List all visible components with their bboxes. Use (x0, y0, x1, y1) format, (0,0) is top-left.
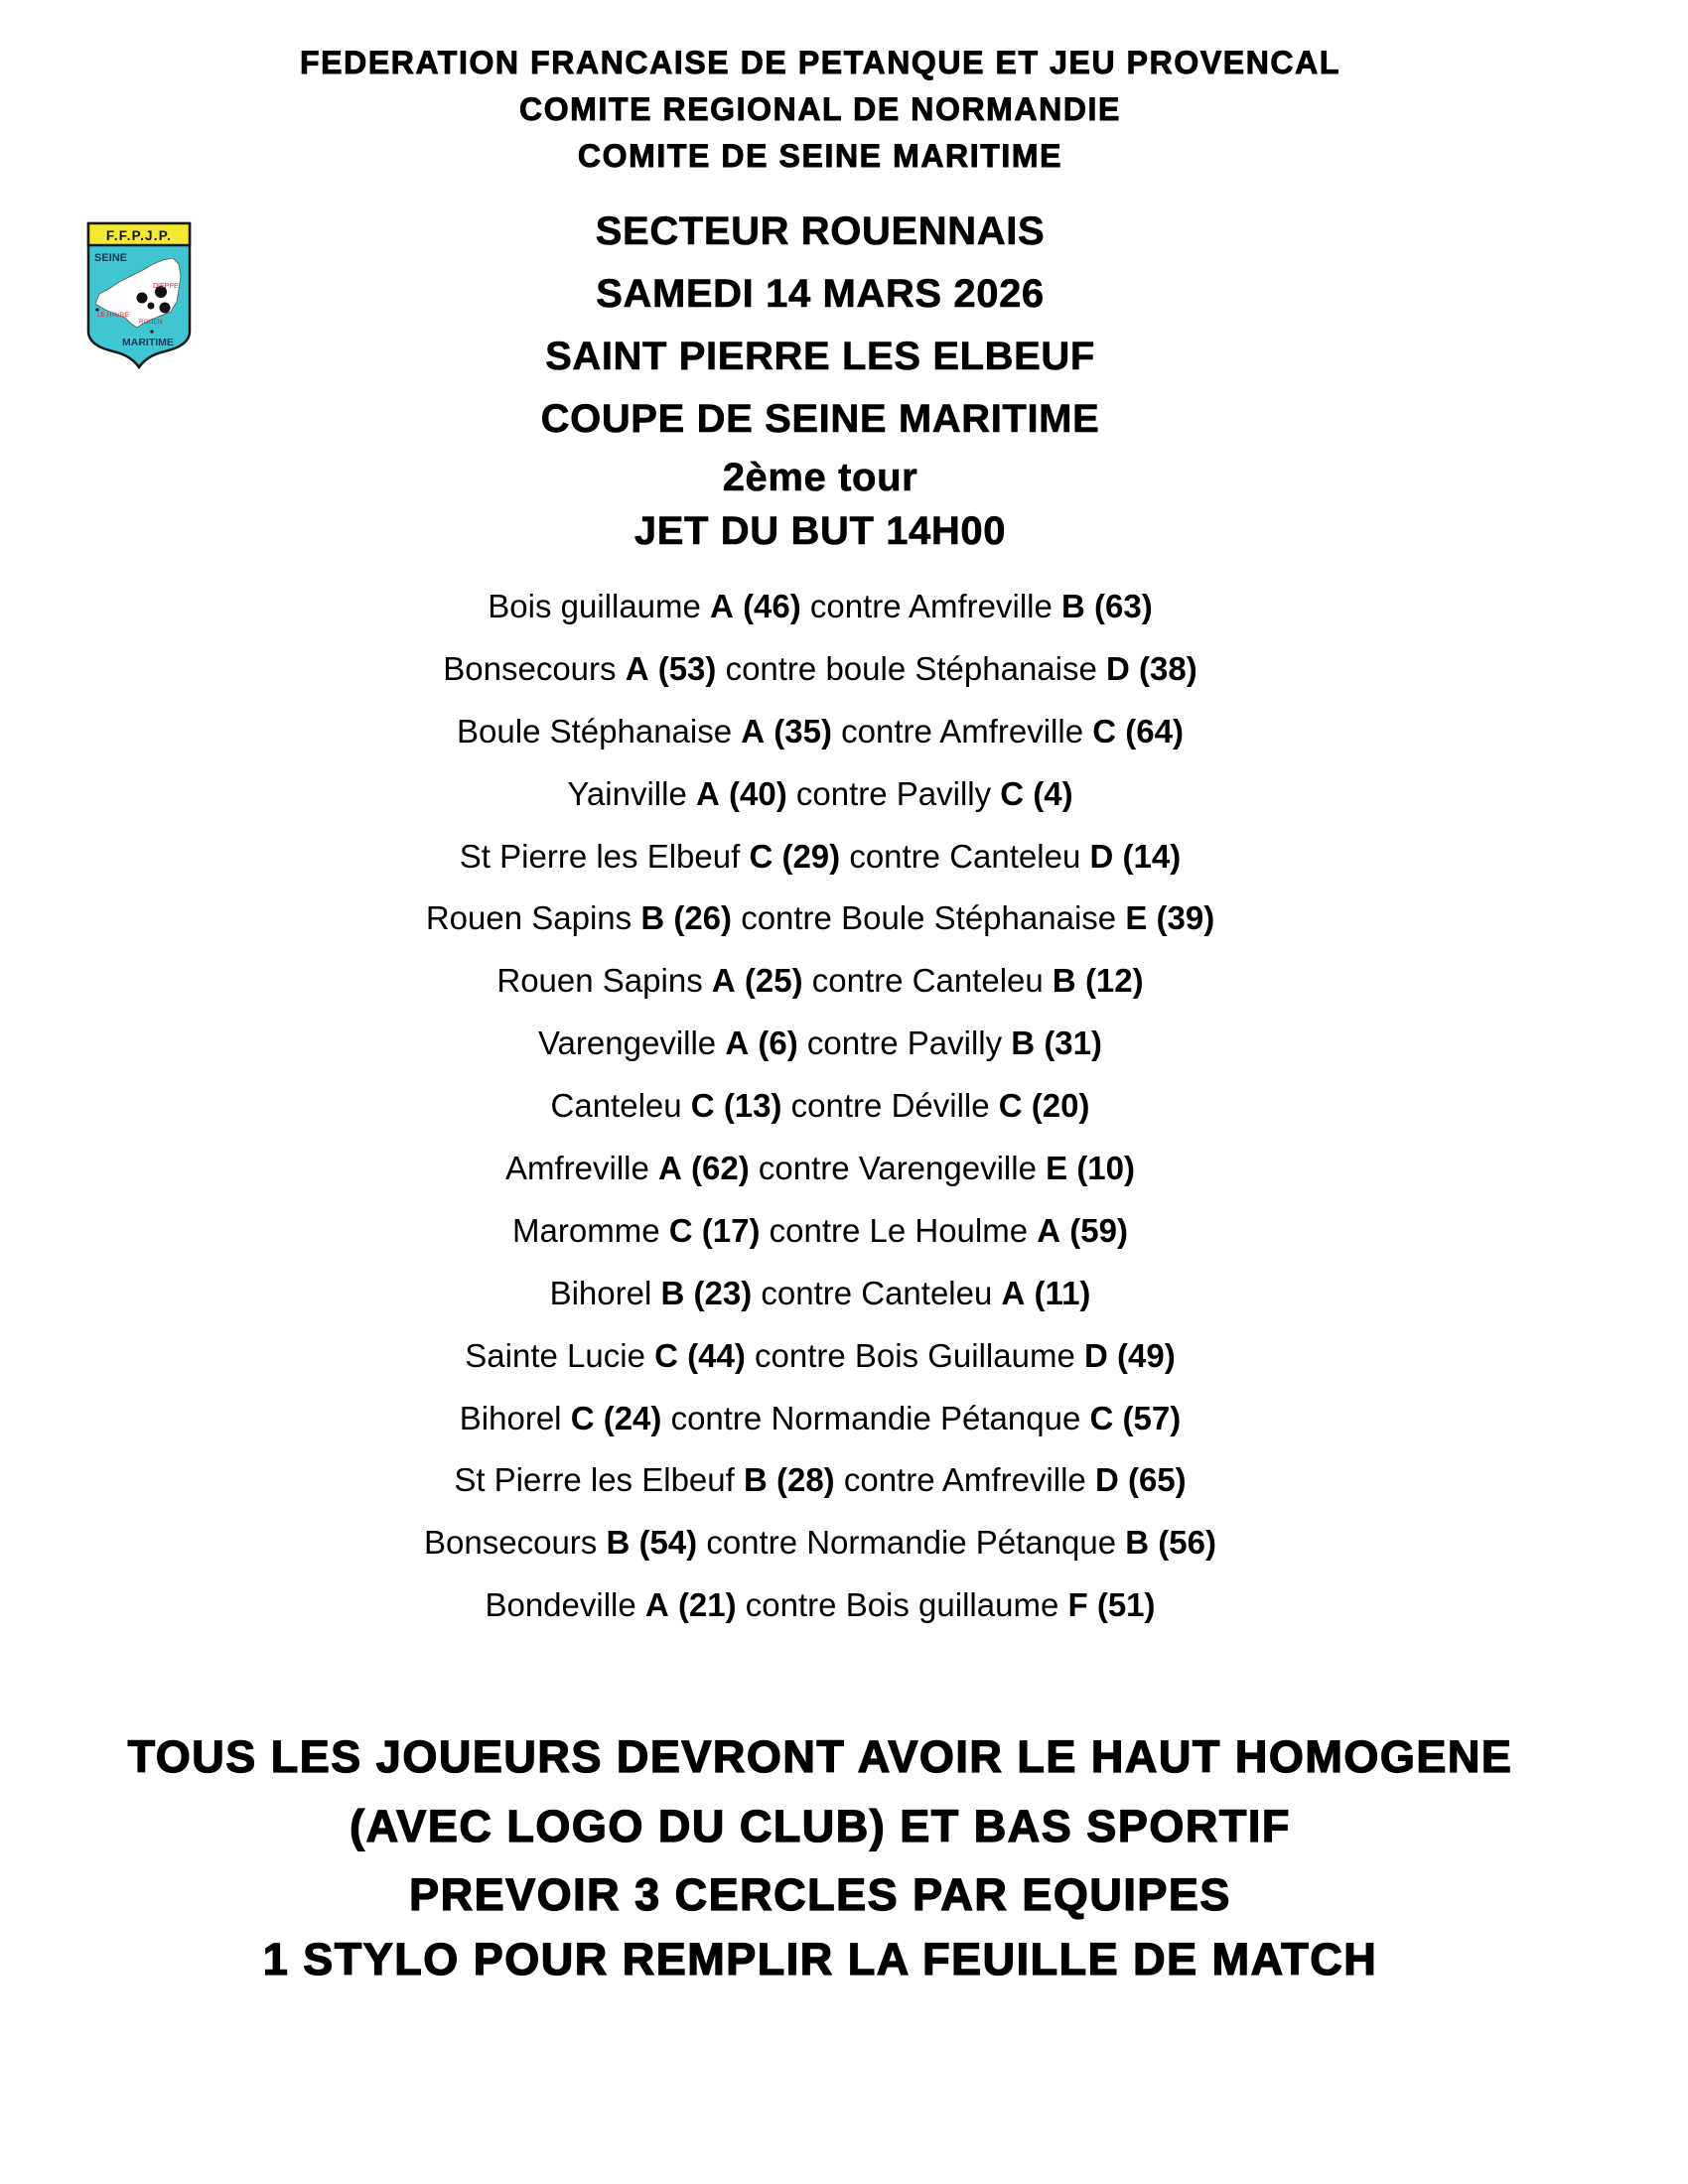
home-club: Boule Stéphanaise (457, 712, 733, 750)
away-team-letter: A (1001, 1274, 1026, 1311)
home-team-seed: (29) (781, 837, 841, 875)
match-row (0, 1388, 1640, 1450)
home-team-letter: C (749, 837, 774, 875)
logo-city-rouen: ROUEN (139, 319, 163, 326)
home-club: Bonsecours (443, 649, 617, 687)
organization-header (0, 40, 1640, 180)
versus-label: contre (761, 1274, 853, 1311)
away-team-seed: (10) (1076, 1150, 1135, 1187)
home-team-seed: (13) (723, 1087, 782, 1125)
away-team-seed: (14) (1122, 837, 1182, 875)
away-club: boule Stéphanaise (825, 649, 1097, 687)
home-club: Sainte Lucie (465, 1336, 645, 1374)
versus-label: contre (741, 899, 832, 937)
away-team-letter: D (1094, 1461, 1119, 1499)
away-team-letter: B (1125, 1524, 1150, 1562)
versus-label: contre (745, 1586, 837, 1624)
away-team-seed: (63) (1094, 588, 1153, 624)
home-team-seed: (53) (657, 649, 717, 687)
notice-circles: PREVOIR 3 CERCLES PAR EQUIPES (409, 1869, 1231, 1920)
home-team-seed: (46) (743, 588, 801, 624)
away-team-letter: D (1083, 1336, 1108, 1374)
match-list (0, 576, 1640, 1637)
event-venue: SAINT PIERRE LES ELBEUF (545, 335, 1095, 378)
away-club: Canteleu (912, 962, 1044, 1000)
versus-label: contre (769, 1211, 861, 1249)
logo-acronym: F.F.P.J.P. (105, 228, 173, 243)
away-team-letter: F (1067, 1586, 1088, 1624)
away-team-letter: D (1089, 837, 1114, 875)
home-team-letter: A (625, 649, 649, 687)
home-team-seed: (23) (693, 1274, 753, 1311)
away-team-letter: E (1125, 899, 1148, 937)
match-row (0, 576, 1640, 638)
away-team-letter: B (1052, 962, 1076, 1000)
home-club: Canteleu (550, 1087, 682, 1125)
player-notice (0, 1722, 1640, 1990)
away-club: Canteleu (949, 837, 1081, 875)
away-team-seed: (49) (1117, 1336, 1176, 1374)
away-team-seed: (57) (1122, 1399, 1182, 1436)
away-team-letter: B (1061, 588, 1085, 624)
logo-city-le-havre: LE HAVRE (97, 312, 129, 319)
away-team-seed: (31) (1044, 1024, 1102, 1062)
away-team-seed: (11) (1034, 1274, 1091, 1311)
versus-label: contre (843, 1461, 935, 1499)
match-row (0, 1138, 1640, 1200)
home-team-letter: C (654, 1336, 678, 1374)
away-team-seed: (64) (1125, 712, 1184, 750)
versus-label: contre (725, 649, 817, 687)
away-club: Bois guillaume (845, 1586, 1059, 1624)
versus-label: contre (795, 774, 888, 812)
home-club: Bondeville (485, 1586, 636, 1624)
notice-pen: 1 STYLO POUR REMPLIR LA FEUILLE DE MATCH (262, 1934, 1378, 1984)
away-team-letter: D (1106, 649, 1130, 687)
away-team-seed: (4) (1033, 774, 1073, 812)
home-team-letter: C (690, 1087, 715, 1125)
away-team-seed: (51) (1096, 1586, 1156, 1624)
home-team-seed: (28) (775, 1461, 835, 1499)
event-competition: COUPE DE SEINE MARITIME (540, 397, 1100, 441)
versus-label: contre (849, 837, 941, 875)
away-club: Bois Guillaume (854, 1336, 1075, 1374)
match-row (0, 1200, 1640, 1263)
away-club: Le Houlme (869, 1211, 1029, 1249)
home-club: St Pierre les Elbeuf (459, 837, 741, 875)
match-row (0, 1013, 1640, 1075)
versus-label: contre (706, 1524, 798, 1562)
versus-label: contre (806, 1024, 899, 1062)
away-team-letter: C (1089, 1399, 1114, 1436)
match-row (0, 950, 1640, 1013)
away-team-letter: A (1037, 1211, 1061, 1249)
away-team-letter: C (1000, 774, 1025, 812)
logo-city-dieppe: DIEPPE (153, 283, 179, 290)
event-date: SAMEDI 14 MARS 2026 (596, 272, 1045, 316)
match-row (0, 1325, 1640, 1388)
home-team-letter: A (710, 588, 734, 624)
away-club: Boule Stéphanaise (841, 899, 1117, 937)
home-club: Bois guillaume (488, 588, 701, 624)
regional-committee: COMITE REGIONAL DE NORMANDIE (518, 91, 1121, 127)
home-team-seed: (35) (774, 712, 832, 750)
home-club: Rouen Sapins (425, 899, 633, 937)
away-team-letter: C (998, 1087, 1023, 1125)
away-club: Varengeville (858, 1150, 1037, 1187)
versus-label: contre (670, 1399, 763, 1436)
away-club: Pavilly (907, 1024, 1003, 1062)
away-club: Amfreville (939, 712, 1084, 750)
home-team-letter: B (660, 1274, 685, 1311)
home-club: Rouen Sapins (496, 962, 703, 1000)
away-team-letter: E (1046, 1150, 1068, 1187)
away-club: Amfreville (941, 1461, 1086, 1499)
federation-name: FEDERATION FRANCAISE DE PETANQUE ET JEU PROVENCAL (300, 45, 1340, 80)
home-club: Bihorel (459, 1399, 562, 1436)
match-row (0, 638, 1640, 701)
match-row (0, 1449, 1640, 1512)
event-start-time: JET DU BUT 14H00 (633, 509, 1007, 553)
home-team-letter: A (658, 1150, 682, 1187)
event-round: 2ème tour (722, 456, 918, 499)
home-team-seed: (54) (638, 1524, 698, 1562)
away-team-seed: (65) (1127, 1461, 1187, 1499)
home-club: Amfreville (504, 1150, 649, 1187)
home-team-seed: (21) (677, 1586, 737, 1624)
home-team-seed: (6) (758, 1024, 798, 1062)
home-team-letter: B (606, 1524, 631, 1562)
home-team-letter: A (644, 1586, 669, 1624)
home-team-letter: C (570, 1399, 595, 1436)
home-team-seed: (24) (603, 1399, 662, 1436)
match-row (0, 701, 1640, 763)
home-team-letter: A (711, 962, 736, 1000)
away-team-seed: (20) (1031, 1087, 1090, 1125)
home-team-letter: A (741, 712, 766, 750)
home-team-letter: B (743, 1461, 768, 1499)
away-club: Déville (891, 1087, 990, 1125)
home-team-seed: (25) (744, 962, 803, 1000)
home-team-seed: (26) (673, 899, 733, 937)
home-club: Maromme (512, 1211, 660, 1249)
match-row (0, 826, 1640, 888)
away-team-seed: (59) (1069, 1211, 1128, 1249)
away-club: Pavilly (896, 774, 992, 812)
match-row (0, 1075, 1640, 1138)
away-club: Canteleu (861, 1274, 993, 1311)
home-team-letter: A (695, 774, 720, 812)
home-team-letter: A (725, 1024, 750, 1062)
away-team-letter: C (1092, 712, 1117, 750)
versus-label: contre (790, 1087, 883, 1125)
notice-dress-code: TOUS LES JOUEURS DEVRONT AVOIR LE HAUT HOMOGENE (127, 1731, 1513, 1782)
away-team-letter: B (1011, 1024, 1036, 1062)
home-club: Yainville (567, 774, 687, 812)
departmental-committee: COMITE DE SEINE MARITIME (577, 138, 1063, 174)
home-team-seed: (40) (729, 774, 787, 812)
home-team-letter: B (640, 899, 665, 937)
away-club: Normandie Pétanque (771, 1399, 1081, 1436)
versus-label: contre (811, 962, 904, 1000)
versus-label: contre (809, 588, 902, 624)
logo-bottom-label: MARITIME (122, 337, 174, 348)
notice-dress-code-detail: (AVEC LOGO DU CLUB) ET BAS SPORTIF (350, 1801, 1291, 1851)
home-club: Bonsecours (424, 1524, 598, 1562)
away-club: Normandie Pétanque (806, 1524, 1117, 1562)
match-row (0, 1263, 1640, 1325)
logo-top-label: SEINE (94, 252, 128, 264)
versus-label: contre (841, 712, 932, 750)
away-team-seed: (39) (1156, 899, 1215, 937)
match-row (0, 887, 1640, 950)
away-team-seed: (56) (1158, 1524, 1216, 1562)
home-team-seed: (17) (701, 1211, 761, 1249)
home-team-seed: (62) (691, 1150, 750, 1187)
home-club: Bihorel (549, 1274, 652, 1311)
event-sector: SECTEUR ROUENNAIS (595, 209, 1046, 253)
versus-label: contre (758, 1150, 850, 1187)
away-club: Amfreville (909, 588, 1053, 624)
match-row (0, 1512, 1640, 1574)
event-title-block (0, 201, 1640, 558)
versus-label: contre (754, 1336, 846, 1374)
home-club: St Pierre les Elbeuf (454, 1461, 735, 1499)
match-row (0, 1574, 1640, 1637)
home-team-letter: C (668, 1211, 693, 1249)
match-row (0, 763, 1640, 826)
home-club: Varengeville (538, 1024, 717, 1062)
away-team-seed: (38) (1139, 649, 1197, 687)
away-team-seed: (12) (1084, 962, 1144, 1000)
home-team-seed: (44) (687, 1336, 746, 1374)
